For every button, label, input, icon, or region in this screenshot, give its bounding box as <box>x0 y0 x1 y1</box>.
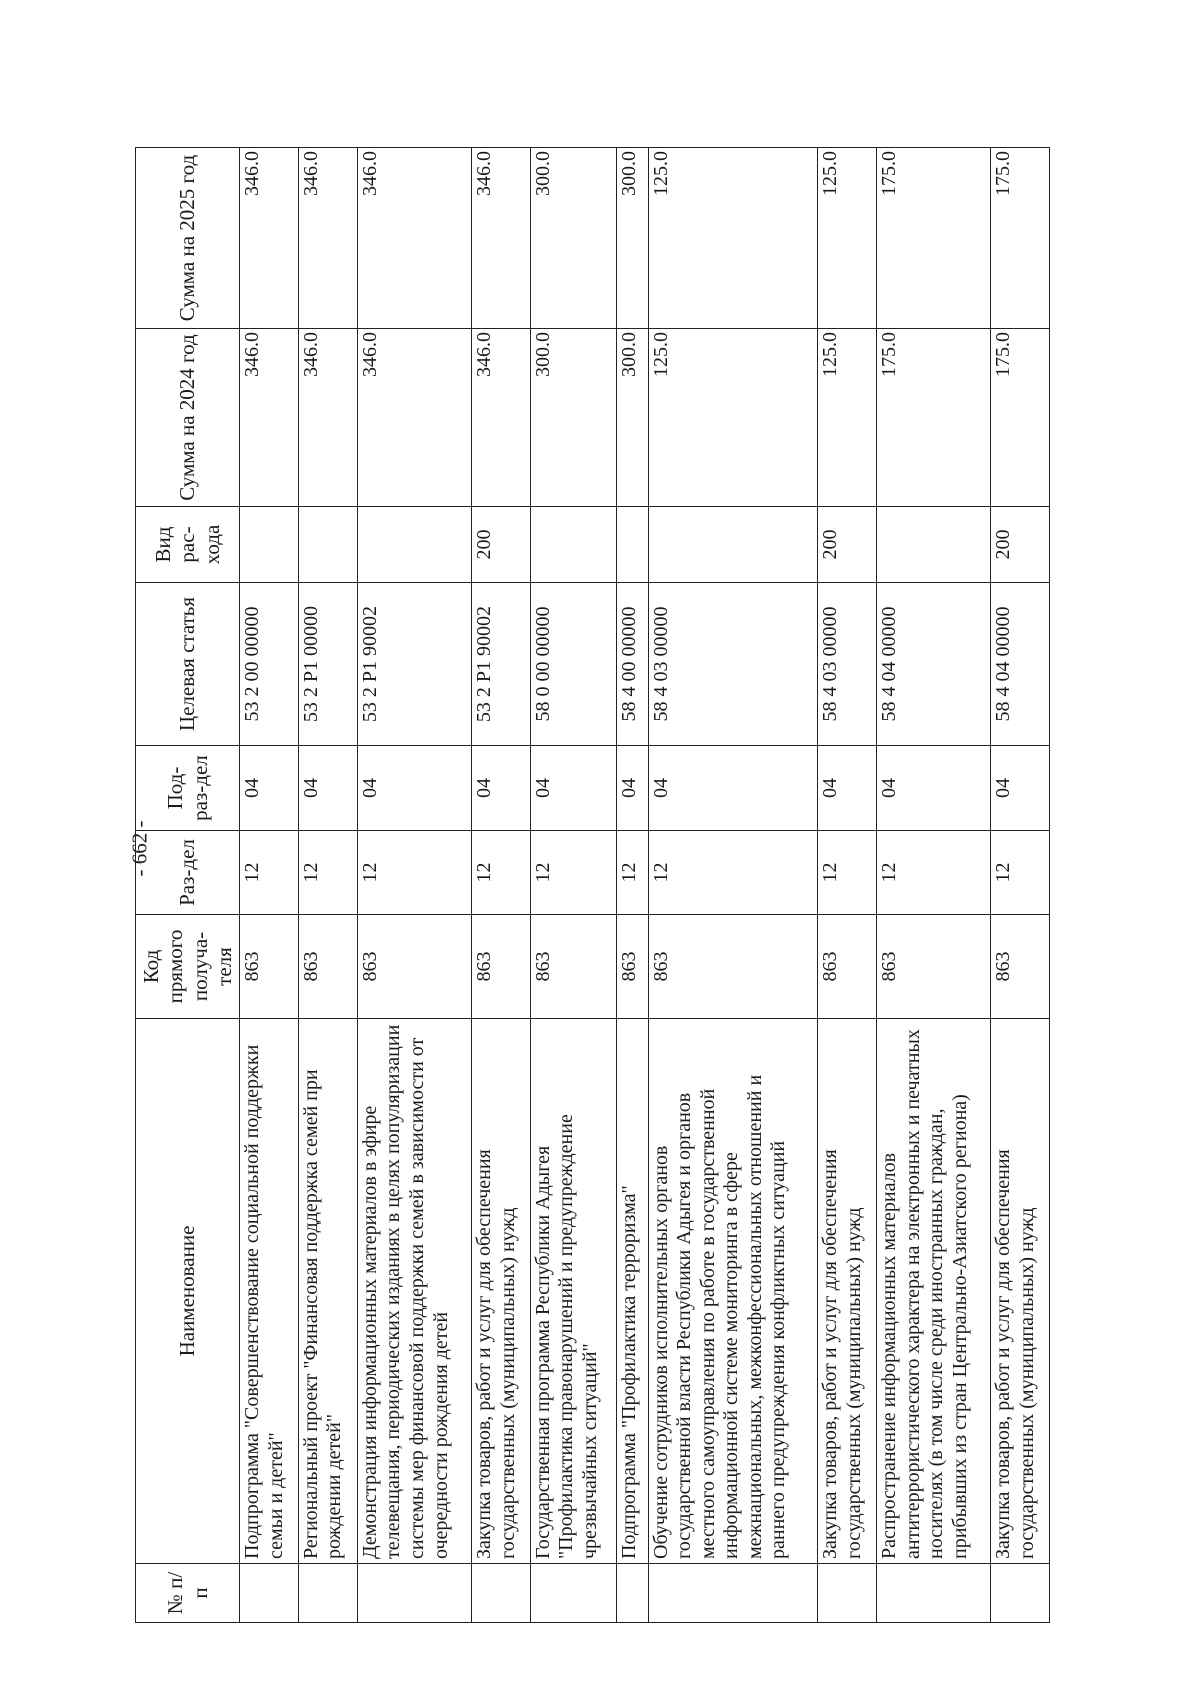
cell-sum-2025: 300.0 <box>617 148 648 329</box>
cell-expense-type: 200 <box>471 507 530 583</box>
cell-number <box>648 1564 818 1623</box>
cell-subsection: 04 <box>648 746 818 831</box>
table-header-row <box>136 148 240 1623</box>
cell-section: 12 <box>530 831 617 915</box>
cell-subsection: 04 <box>991 746 1050 831</box>
table-row <box>648 148 818 1623</box>
cell-recipient-code: 863 <box>298 915 357 1019</box>
cell-section: 12 <box>818 831 877 915</box>
cell-subsection: 04 <box>471 746 530 831</box>
cell-subsection: 04 <box>240 746 299 831</box>
cell-expense-type <box>530 507 617 583</box>
table-row <box>357 148 471 1623</box>
cell-subsection: 04 <box>617 746 648 831</box>
table-row <box>471 148 530 1623</box>
table-row <box>876 148 990 1623</box>
cell-section: 12 <box>240 831 299 915</box>
cell-name: Государственная программа Республики Адыгея "Профилактика правонарушений и предупреждение чрезвычайных ситуаций" <box>530 1019 617 1564</box>
cell-target-article: 53 2 P1 90002 <box>357 583 471 746</box>
table-row <box>240 148 299 1623</box>
cell-sum-2024: 346.0 <box>240 329 299 507</box>
cell-section: 12 <box>471 831 530 915</box>
cell-expense-type <box>357 507 471 583</box>
cell-target-article: 53 2 00 00000 <box>240 583 299 746</box>
cell-section: 12 <box>648 831 818 915</box>
cell-number <box>240 1564 299 1623</box>
cell-name: Обучение сотрудников исполнительных органов государственной власти Республики Адыгея и органов местного самоуправления по работе в государственной информационной системе мониторинга в сфере межнациональных, межконфессиональных отношений и раннего предупреждения конфликтных ситуаций <box>648 1019 818 1564</box>
cell-recipient-code: 863 <box>530 915 617 1019</box>
cell-section: 12 <box>357 831 471 915</box>
cell-expense-type: 200 <box>991 507 1050 583</box>
cell-section: 12 <box>617 831 648 915</box>
cell-subsection: 04 <box>298 746 357 831</box>
cell-sum-2024: 346.0 <box>471 329 530 507</box>
cell-sum-2024: 300.0 <box>617 329 648 507</box>
cell-recipient-code: 863 <box>648 915 818 1019</box>
cell-sum-2025: 125.0 <box>648 148 818 329</box>
cell-section: 12 <box>991 831 1050 915</box>
cell-expense-type <box>617 507 648 583</box>
cell-name: Региональный проект "Финансовая поддержка семей при рождении детей" <box>298 1019 357 1564</box>
cell-sum-2024: 346.0 <box>298 329 357 507</box>
cell-expense-type <box>240 507 299 583</box>
cell-recipient-code: 863 <box>471 915 530 1019</box>
table-row <box>530 148 617 1623</box>
cell-number <box>471 1564 530 1623</box>
cell-sum-2025: 346.0 <box>357 148 471 329</box>
table-body <box>240 148 1050 1623</box>
header-number: № п/п <box>136 1564 240 1623</box>
cell-sum-2025: 346.0 <box>471 148 530 329</box>
cell-target-article: 58 4 04 00000 <box>876 583 990 746</box>
cell-sum-2025: 300.0 <box>530 148 617 329</box>
cell-target-article: 53 2 P1 90002 <box>471 583 530 746</box>
cell-number <box>617 1564 648 1623</box>
cell-sum-2025: 125.0 <box>818 148 877 329</box>
cell-sum-2025: 346.0 <box>298 148 357 329</box>
cell-subsection: 04 <box>530 746 617 831</box>
cell-subsection: 04 <box>876 746 990 831</box>
cell-sum-2024: 175.0 <box>876 329 990 507</box>
cell-number <box>991 1564 1050 1623</box>
cell-section: 12 <box>876 831 990 915</box>
cell-recipient-code: 863 <box>357 915 471 1019</box>
table-row <box>818 148 877 1623</box>
cell-recipient-code: 863 <box>818 915 877 1019</box>
cell-expense-type <box>648 507 818 583</box>
cell-expense-type <box>298 507 357 583</box>
cell-recipient-code: 863 <box>991 915 1050 1019</box>
table-row <box>617 148 648 1623</box>
table-row <box>298 148 357 1623</box>
cell-recipient-code: 863 <box>876 915 990 1019</box>
cell-target-article: 58 4 03 00000 <box>648 583 818 746</box>
cell-sum-2025: 346.0 <box>240 148 299 329</box>
cell-recipient-code: 863 <box>240 915 299 1019</box>
cell-name: Закупка товаров, работ и услуг для обеспечения государственных (муниципальных) нужд <box>818 1019 877 1564</box>
header-name: Наименование <box>136 1019 240 1564</box>
cell-number <box>298 1564 357 1623</box>
cell-target-article: 58 4 03 00000 <box>818 583 877 746</box>
header-target-article: Целевая статья <box>136 583 240 746</box>
cell-recipient-code: 863 <box>617 915 648 1019</box>
cell-subsection: 04 <box>818 746 877 831</box>
cell-target-article: 58 4 04 00000 <box>991 583 1050 746</box>
budget-table <box>135 147 1050 1623</box>
header-expense-type: Вид рас-хода <box>136 507 240 583</box>
table-row <box>991 148 1050 1623</box>
cell-sum-2025: 175.0 <box>876 148 990 329</box>
header-sum-2025: Сумма на 2025 год <box>136 148 240 329</box>
cell-name: Закупка товаров, работ и услуг для обеспечения государственных (муниципальных) нужд <box>991 1019 1050 1564</box>
cell-expense-type: 200 <box>818 507 877 583</box>
cell-subsection: 04 <box>357 746 471 831</box>
cell-sum-2024: 125.0 <box>648 329 818 507</box>
cell-sum-2024: 125.0 <box>818 329 877 507</box>
rotated-table-wrapper <box>135 148 1050 1623</box>
cell-name: Закупка товаров, работ и услуг для обеспечения государственных (муниципальных) нужд <box>471 1019 530 1564</box>
cell-sum-2024: 175.0 <box>991 329 1050 507</box>
cell-number <box>530 1564 617 1623</box>
cell-target-article: 58 4 00 00000 <box>617 583 648 746</box>
cell-number <box>357 1564 471 1623</box>
cell-target-article: 53 2 P1 00000 <box>298 583 357 746</box>
cell-name: Демонстрация информационных материалов в эфире телевещания, периодических изданиях в целях популяризации системы мер финансовой поддержки семей в зависимости от очередности рождения детей <box>357 1019 471 1564</box>
cell-sum-2024: 300.0 <box>530 329 617 507</box>
cell-section: 12 <box>298 831 357 915</box>
cell-number <box>876 1564 990 1623</box>
cell-sum-2024: 346.0 <box>357 329 471 507</box>
cell-expense-type <box>876 507 990 583</box>
header-recipient-code: Код прямого получа-теля <box>136 915 240 1019</box>
header-section: Раз-дел <box>136 831 240 915</box>
cell-name: Распространение информационных материалов антитеррористического характера на электронных и печатных носителях (в том числе среди иностранных граждан, прибывших из стран Центрально-Азиатского региона) <box>876 1019 990 1564</box>
cell-target-article: 58 0 00 00000 <box>530 583 617 746</box>
cell-name: Подпрограмма "Профилактика терроризма" <box>617 1019 648 1564</box>
cell-name: Подпрограмма "Совершенствование социальной поддержки семьи и детей" <box>240 1019 299 1564</box>
cell-number <box>818 1564 877 1623</box>
page-number-text: - 662 - <box>127 820 152 876</box>
header-subsection: Под-раз-дел <box>136 746 240 831</box>
cell-sum-2025: 175.0 <box>991 148 1050 329</box>
header-sum-2024: Сумма на 2024 год <box>136 329 240 507</box>
